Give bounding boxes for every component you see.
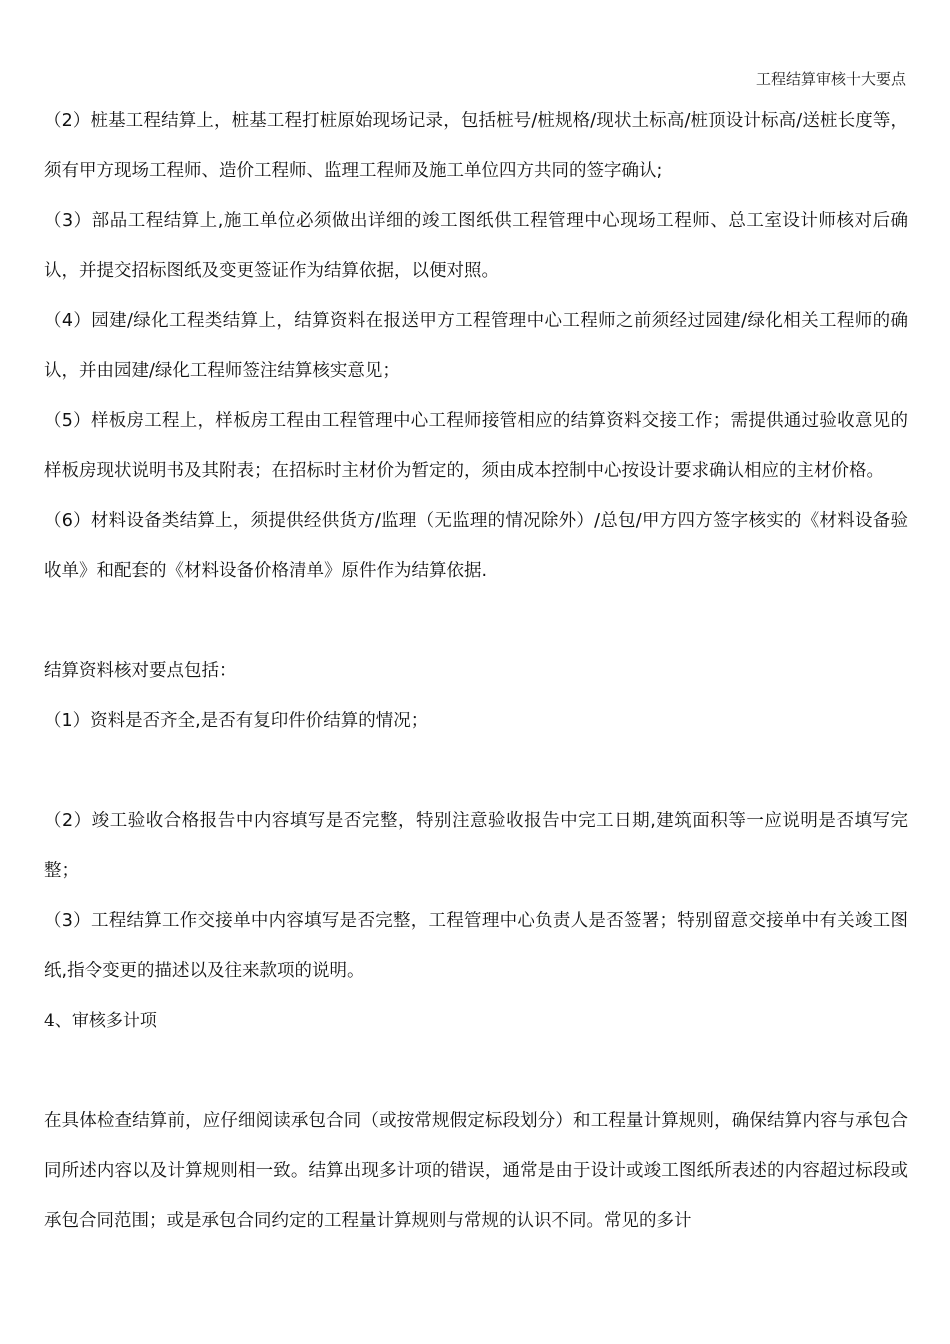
paragraph-component-works: （3）部品工程结算上,施工单位必须做出详细的竣工图纸供工程管理中心现场工程师、总工室设计师核对后确认，并提交招标图纸及变更签证作为结算依据，以便对照。 xyxy=(44,211,908,281)
checklist-item-3: （3）工程结算工作交接单中内容填写是否完整，工程管理中心负责人是否签署；特别留意交接单中有关竣工图纸,指令变更的描述以及往来款项的说明。 xyxy=(44,911,908,981)
page-header-title: 工程结算审核十大要点 xyxy=(755,70,906,88)
section-heading: 4、审核多计项 xyxy=(44,1011,157,1031)
document-body xyxy=(44,96,908,1246)
spacer xyxy=(44,1046,908,1096)
paragraph-materials-equipment: （6）材料设备类结算上，须提供经供货方/监理（无监理的情况除外）/总包/甲方四方签字核实的《材料设备验收单》和配套的《材料设备价格清单》原件作为结算依据. xyxy=(44,511,908,581)
section-body: 在具体检查结算前，应仔细阅读承包合同（或按常规假定标段划分）和工程量计算规则，确保结算内容与承包合同所述内容以及计算规则相一致。结算出现多计项的错误，通常是由于设计或竣工图纸所表述的内容超过标段或承包合同范围；或是承包合同约定的工程量计算规则与常规的认识不同。常见的多计 xyxy=(44,1111,908,1231)
checklist-intro: 结算资料核对要点包括： xyxy=(44,661,237,681)
checklist-item-2: （2）竣工验收合格报告中内容填写是否完整，特别注意验收报告中完工日期,建筑面积等一应说明是否填写完整； xyxy=(44,811,908,881)
checklist-item-1: （1）资料是否齐全,是否有复印件价结算的情况； xyxy=(44,711,429,731)
paragraph-pile-foundation: （2）桩基工程结算上，桩基工程打桩原始现场记录，包括桩号/桩规格/现状土标高/桩顶设计标高/送桩长度等，须有甲方现场工程师、造价工程师、监理工程师及施工单位四方共同的签字确认; xyxy=(44,111,908,181)
paragraph-model-house: （5）样板房工程上，样板房工程由工程管理中心工程师接管相应的结算资料交接工作；需提供通过验收意见的样板房现状说明书及其附表；在招标时主材价为暂定的，须由成本控制中心按设计要求确认相应的主材价格。 xyxy=(44,411,908,481)
spacer xyxy=(44,746,908,796)
spacer xyxy=(44,596,908,646)
paragraph-landscaping: （4）园建/绿化工程类结算上，结算资料在报送甲方工程管理中心工程师之前须经过园建/绿化相关工程师的确认，并由园建/绿化工程师签注结算核实意见； xyxy=(44,311,908,381)
